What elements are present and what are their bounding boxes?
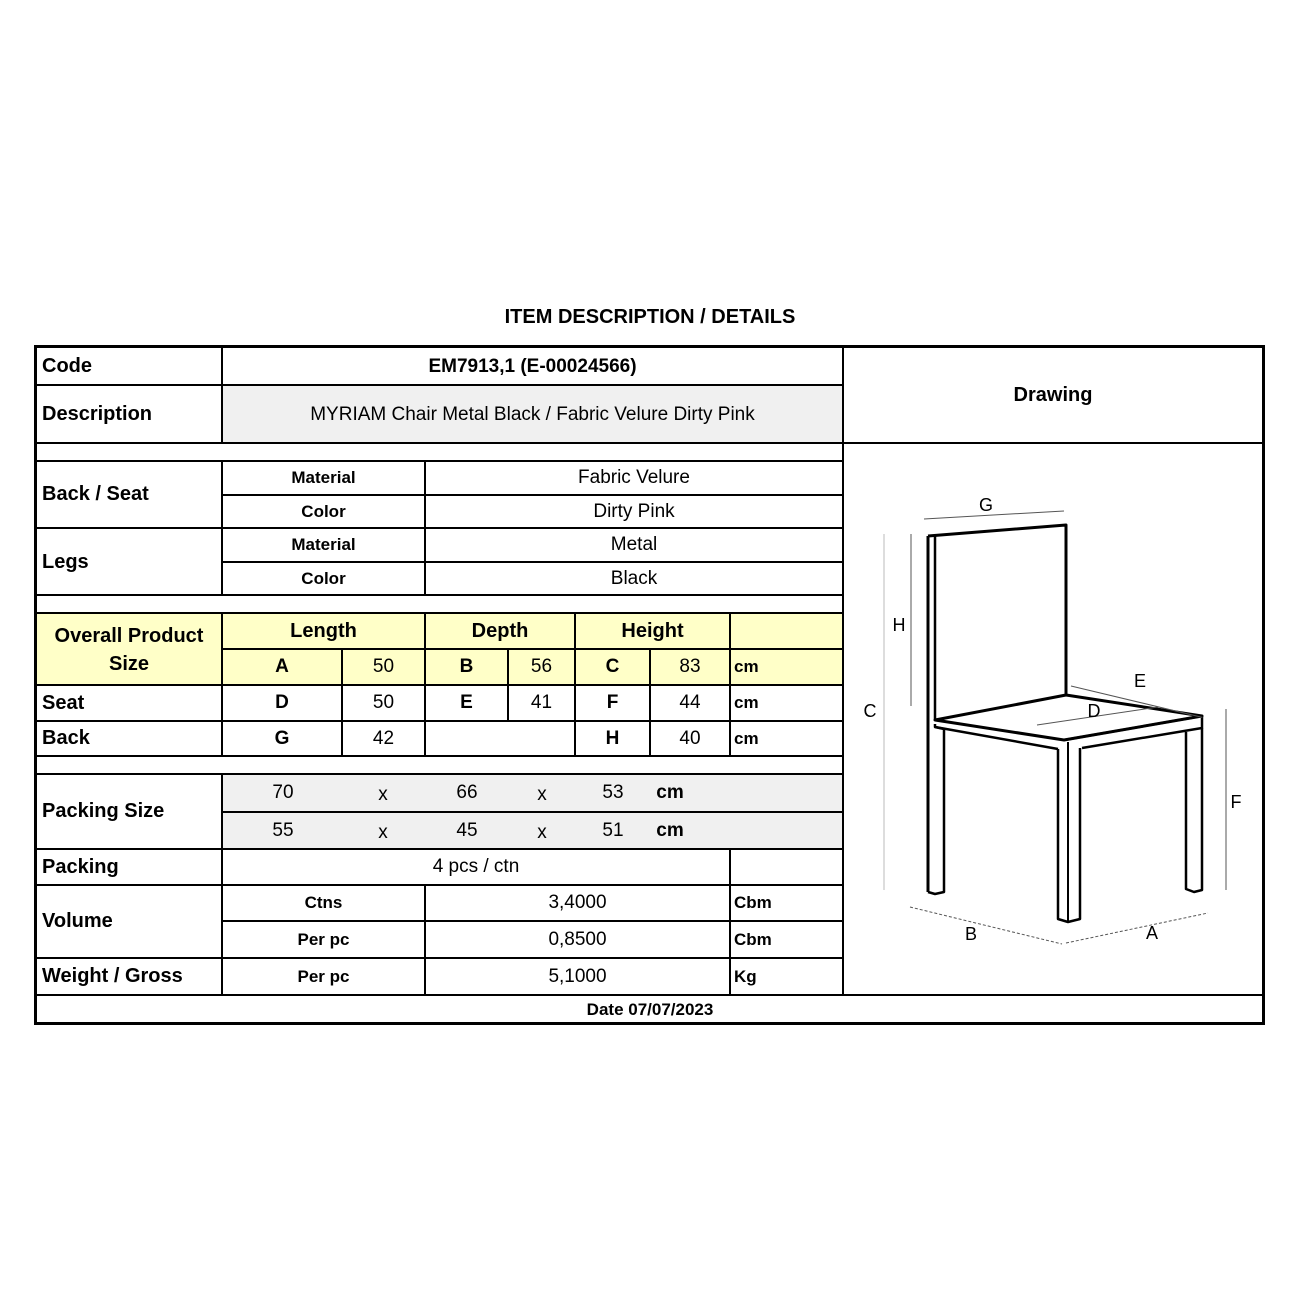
back-unit: cm bbox=[734, 728, 759, 748]
overall-unit: cm bbox=[734, 657, 759, 676]
volume-perpc-label: Per pc bbox=[297, 929, 350, 949]
date-footer: Date 07/07/2023 bbox=[586, 999, 714, 1019]
packing-size-1-length: 70 bbox=[272, 782, 294, 803]
drawing-header: Drawing bbox=[1013, 383, 1093, 406]
dim-h-label: H bbox=[605, 727, 620, 749]
packing-size-2-width: 45 bbox=[456, 819, 478, 841]
weight-value: 5,1000 bbox=[548, 965, 607, 987]
dim-g-value: 42 bbox=[372, 727, 395, 749]
seat-label: Seat bbox=[42, 691, 85, 714]
back-label: Back bbox=[42, 727, 90, 749]
dim-f-value: 44 bbox=[679, 692, 701, 713]
legs-material: Metal bbox=[610, 534, 658, 555]
height-header: Height bbox=[621, 619, 684, 642]
dim-a-label: A bbox=[275, 656, 289, 677]
volume-ctns-unit: Cbm bbox=[734, 893, 772, 912]
drawing-label-a: A bbox=[1145, 923, 1159, 943]
weight-unit: Kg bbox=[734, 966, 757, 986]
packing-size-label: Packing Size bbox=[42, 800, 165, 822]
dim-d-value: 50 bbox=[372, 692, 395, 713]
packing-size-1-unit: cm bbox=[656, 782, 684, 803]
overall-size-label bbox=[37, 614, 221, 685]
code-value: EM7913,1 (E-00024566) bbox=[428, 355, 637, 377]
packing-size-2-unit: cm bbox=[656, 819, 684, 841]
back-seat-color: Dirty Pink bbox=[593, 501, 675, 522]
back-seat-material: Fabric Velure bbox=[578, 466, 690, 488]
drawing-label-b: B bbox=[964, 924, 978, 944]
drawing-label-g: G bbox=[978, 495, 994, 515]
drawing-label-f: F bbox=[1230, 792, 1242, 812]
volume-perpc-unit: Cbm bbox=[734, 929, 772, 949]
packing-value: 4 pcs / ctn bbox=[432, 856, 520, 877]
description-value: MYRIAM Chair Metal Black / Fabric Velure Dirty Pink bbox=[310, 403, 755, 425]
overall-size-label-line1: Overall Product bbox=[54, 624, 204, 647]
legs-color-label: Color bbox=[301, 569, 346, 588]
weight-perpc-label: Per pc bbox=[297, 966, 350, 986]
legs-material-label: Material bbox=[291, 535, 356, 554]
dim-g-label: G bbox=[274, 727, 290, 749]
volume-ctns-value: 3,4000 bbox=[548, 892, 607, 913]
length-header: Length bbox=[290, 619, 357, 642]
legs-label: Legs bbox=[42, 550, 89, 573]
right-leg bbox=[1186, 728, 1202, 892]
chair-drawing bbox=[844, 444, 1262, 994]
dim-a-value: 50 bbox=[372, 656, 395, 677]
dim-h-value: 40 bbox=[679, 727, 701, 749]
dim-e-label: E bbox=[460, 692, 473, 713]
seat-unit: cm bbox=[734, 693, 759, 712]
dim-b-label: B bbox=[459, 656, 474, 677]
volume-perpc-value: 0,8500 bbox=[548, 928, 607, 950]
document-title: ITEM DESCRIPTION / DETAILS bbox=[504, 306, 796, 328]
packing-size-2-length: 55 bbox=[272, 819, 294, 841]
code-label: Code bbox=[42, 355, 92, 377]
drawing-label-d: D bbox=[1087, 701, 1101, 721]
packing-size-2-height: 51 bbox=[602, 819, 624, 841]
packing-label: Packing bbox=[42, 855, 119, 878]
dim-c-label: C bbox=[605, 656, 620, 677]
description-label: Description bbox=[42, 403, 153, 425]
dim-e-value: 41 bbox=[530, 692, 553, 713]
packing-size-1-x2: x bbox=[537, 784, 547, 805]
dim-c-value: 83 bbox=[679, 656, 701, 677]
volume-ctns-label: Ctns bbox=[304, 893, 343, 912]
volume-label: Volume bbox=[42, 910, 113, 932]
packing-size-1-x1: x bbox=[378, 784, 388, 805]
backrest-outline bbox=[928, 525, 1066, 695]
dim-f-label: F bbox=[606, 692, 619, 713]
dim-b-value: 56 bbox=[530, 656, 553, 677]
back-seat-label: Back / Seat bbox=[42, 483, 149, 505]
overall-size-label-line2: Size bbox=[108, 652, 150, 675]
packing-size-2-x1: x bbox=[378, 821, 388, 843]
back-seat-color-label: Color bbox=[301, 502, 346, 521]
weight-label: Weight / Gross bbox=[42, 965, 183, 987]
drawing-label-c: C bbox=[863, 701, 877, 721]
packing-size-1-height: 53 bbox=[602, 782, 624, 803]
back-left-leg bbox=[928, 727, 944, 894]
packing-size-1-width: 66 bbox=[456, 782, 478, 803]
legs-color: Black bbox=[610, 568, 658, 589]
drawing-label-e: E bbox=[1133, 671, 1147, 691]
dim-d-label: D bbox=[275, 692, 289, 713]
packing-size-2-x2: x bbox=[537, 821, 547, 843]
drawing-label-h: H bbox=[892, 615, 906, 635]
depth-header: Depth bbox=[471, 619, 529, 642]
back-seat-material-label: Material bbox=[291, 467, 356, 487]
